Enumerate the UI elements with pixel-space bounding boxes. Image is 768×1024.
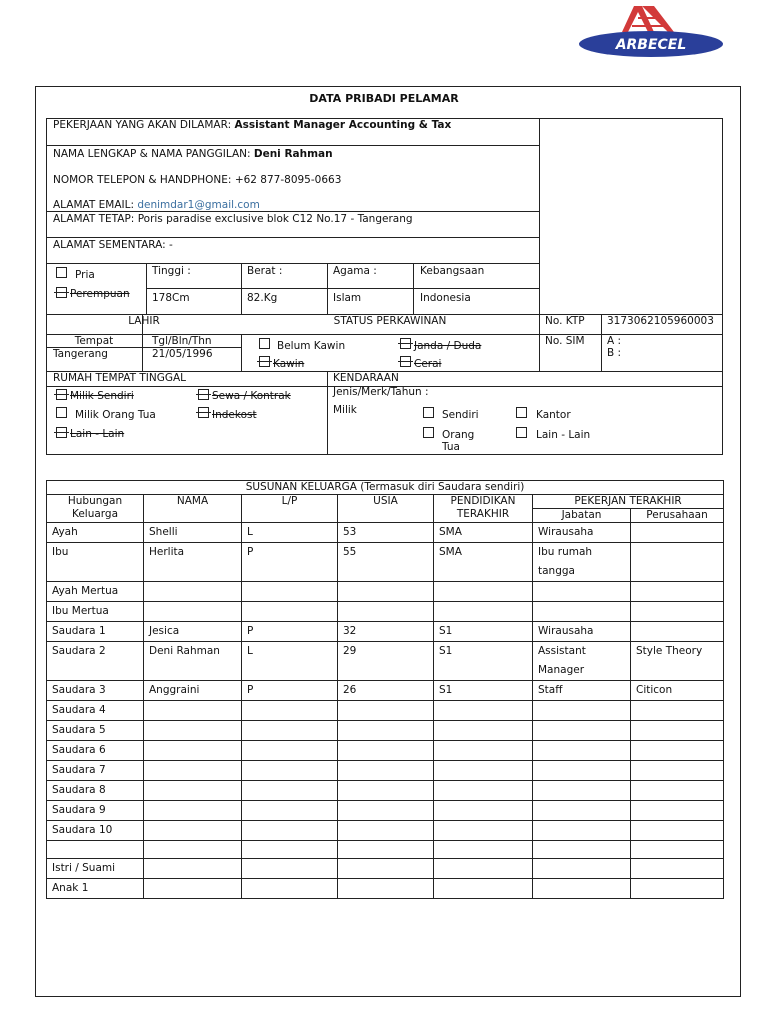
cell-age xyxy=(338,602,434,622)
cell-position xyxy=(533,741,631,761)
cell-age xyxy=(338,741,434,761)
cell-name: Jesica xyxy=(144,622,242,642)
header-sex: L/P xyxy=(242,495,338,523)
table-row xyxy=(47,859,724,879)
cell-relation: Istri / Suami xyxy=(47,859,144,879)
cell-name xyxy=(144,721,242,741)
nationality-value: Indonesia xyxy=(420,292,471,304)
table-row xyxy=(47,721,724,741)
email-link[interactable]: denimdar1@gmail.com xyxy=(137,199,260,211)
marital-divorced-checkbox[interactable] xyxy=(400,356,411,367)
vehicle-parents-label1: Orang xyxy=(442,429,475,441)
marital-single-label: Belum Kawin xyxy=(277,340,346,352)
cell-age xyxy=(338,801,434,821)
ktp-label: No. KTP xyxy=(545,315,585,327)
cell-sex: P xyxy=(242,543,338,582)
cell-age xyxy=(338,821,434,841)
cell-sex xyxy=(242,721,338,741)
cell-sex xyxy=(242,821,338,841)
vehicle-parents-checkbox[interactable] xyxy=(423,427,434,438)
house-parents-label: Milik Orang Tua xyxy=(75,409,156,421)
cell-age xyxy=(338,761,434,781)
header-age: USIA xyxy=(338,495,434,523)
header-company: Perusahaan xyxy=(631,509,724,523)
cell-company xyxy=(631,523,724,543)
marital-single-checkbox[interactable] xyxy=(259,338,270,349)
cell-position: Ibu rumah tangga xyxy=(533,543,631,582)
logo-text: ARBECEL xyxy=(615,37,687,53)
table-row xyxy=(47,821,724,841)
cell-relation: Saudara 9 xyxy=(47,801,144,821)
cell-relation: Anak 1 xyxy=(47,879,144,899)
gender-male-label: Pria xyxy=(75,269,95,281)
cell-education: S1 xyxy=(434,642,533,681)
marital-widowed-checkbox[interactable] xyxy=(400,338,411,349)
phone-row: NOMOR TELEPON & HANDPHONE: +62 877-8095-0663 xyxy=(53,174,342,186)
birth-date-label: Tgl/Bln/Thn xyxy=(152,335,212,347)
cell-age: 32 xyxy=(338,622,434,642)
cell-name xyxy=(144,859,242,879)
table-row xyxy=(47,602,724,622)
table-row xyxy=(47,543,724,582)
house-parents-checkbox[interactable] xyxy=(56,407,67,418)
cell-position: Staff xyxy=(533,681,631,701)
cell-sex: P xyxy=(242,622,338,642)
cell-name: Deni Rahman xyxy=(144,642,242,681)
cell-name xyxy=(144,582,242,602)
cell-sex xyxy=(242,741,338,761)
birth-date-value: 21/05/1996 xyxy=(152,348,213,360)
cell-relation: Ayah xyxy=(47,523,144,543)
cell-age xyxy=(338,781,434,801)
cell-position: Assistant Manager xyxy=(533,642,631,681)
marital-married-label: Kawin xyxy=(273,358,305,370)
cell-age xyxy=(338,582,434,602)
header-relation: Hubungan Keluarga xyxy=(47,495,144,523)
cell-age: 26 xyxy=(338,681,434,701)
cell-name xyxy=(144,781,242,801)
cell-company xyxy=(631,801,724,821)
cell-education xyxy=(434,879,533,899)
cell-sex xyxy=(242,761,338,781)
table-row xyxy=(47,761,724,781)
cell-relation: Ibu xyxy=(47,543,144,582)
vehicle-own-checkbox[interactable] xyxy=(423,407,434,418)
ktp-value: 3173062105960003 xyxy=(607,315,714,327)
job-row: PEKERJAAN YANG AKAN DILAMAR: Assistant Manager Accounting & Tax xyxy=(53,119,452,131)
house-own-checkbox[interactable] xyxy=(56,389,67,400)
birth-place-value: Tangerang xyxy=(53,348,108,360)
cell-sex xyxy=(242,879,338,899)
cell-position xyxy=(533,602,631,622)
cell-name xyxy=(144,879,242,899)
personal-data-box xyxy=(46,118,723,455)
cell-company xyxy=(631,821,724,841)
gender-female-label: Perempuan xyxy=(70,288,130,300)
cell-relation: Saudara 8 xyxy=(47,781,144,801)
marital-header: STATUS PERKAWINAN xyxy=(333,315,447,327)
house-header: RUMAH TEMPAT TINGGAL xyxy=(53,372,187,384)
cell-sex xyxy=(242,701,338,721)
cell-company xyxy=(631,602,724,622)
cell-education: SMA xyxy=(434,543,533,582)
cell-position xyxy=(533,841,631,859)
table-row xyxy=(47,681,724,701)
cell-relation: Saudara 4 xyxy=(47,701,144,721)
cell-education xyxy=(434,821,533,841)
cell-relation: Saudara 10 xyxy=(47,821,144,841)
cell-relation: Saudara 7 xyxy=(47,761,144,781)
house-rent-label: Sewa / Kontrak xyxy=(212,390,291,402)
cell-position xyxy=(533,859,631,879)
house-other-checkbox[interactable] xyxy=(56,427,67,438)
table-row xyxy=(47,701,724,721)
cell-age: 55 xyxy=(338,543,434,582)
cell-education xyxy=(434,701,533,721)
cell-company xyxy=(631,582,724,602)
vehicle-office-label: Kantor xyxy=(536,409,571,421)
cell-company xyxy=(631,841,724,859)
cell-age xyxy=(338,841,434,859)
vehicle-other-label: Lain - Lain xyxy=(536,429,591,441)
cell-name xyxy=(144,741,242,761)
cell-company xyxy=(631,879,724,899)
house-kost-checkbox[interactable] xyxy=(198,407,209,418)
house-kost-label: Indekost xyxy=(212,409,257,421)
table-row xyxy=(47,879,724,899)
gender-male-checkbox[interactable] xyxy=(56,267,67,278)
height-label: Tinggi : xyxy=(152,265,191,277)
sim-label: No. SIM xyxy=(545,335,585,347)
cell-position xyxy=(533,582,631,602)
table-row xyxy=(47,642,724,681)
cell-age xyxy=(338,859,434,879)
cell-sex xyxy=(242,801,338,821)
address-temp-row: ALAMAT SEMENTARA: - xyxy=(53,239,173,251)
cell-sex: P xyxy=(242,681,338,701)
cell-company xyxy=(631,622,724,642)
cell-age: 53 xyxy=(338,523,434,543)
birth-place-label: Tempat xyxy=(74,335,114,347)
cell-sex xyxy=(242,859,338,879)
vehicle-brand-label: Jenis/Merk/Tahun : xyxy=(333,386,429,398)
header-job: PEKERJAN TERAKHIR xyxy=(533,495,724,509)
cell-company xyxy=(631,543,724,582)
cell-education xyxy=(434,582,533,602)
cell-name xyxy=(144,602,242,622)
marital-divorced-label: Cerai xyxy=(414,358,442,370)
vehicle-parents-label2: Tua xyxy=(442,441,460,453)
table-row xyxy=(47,741,724,761)
address-fixed-row: ALAMAT TETAP: Poris paradise exclusive blok C12 No.17 - Tangerang xyxy=(53,213,413,225)
name-row: NAMA LENGKAP & NAMA PANGGILAN: Deni Rahman xyxy=(53,148,333,160)
cell-relation: Ibu Mertua xyxy=(47,602,144,622)
table-row xyxy=(47,841,724,859)
cell-company: Style Theory xyxy=(631,642,724,681)
house-other-label: Lain - Lain xyxy=(70,428,125,440)
table-row xyxy=(47,801,724,821)
table-row xyxy=(47,523,724,543)
weight-value: 82.Kg xyxy=(247,292,278,304)
cell-relation: Ayah Mertua xyxy=(47,582,144,602)
cell-sex xyxy=(242,841,338,859)
cell-education xyxy=(434,841,533,859)
cell-position: Wirausaha xyxy=(533,523,631,543)
family-table xyxy=(46,480,724,899)
cell-position xyxy=(533,821,631,841)
family-table-title: SUSUNAN KELUARGA (Termasuk diri Saudara sendiri) xyxy=(47,481,724,495)
cell-position xyxy=(533,879,631,899)
cell-company xyxy=(631,761,724,781)
cell-education: S1 xyxy=(434,622,533,642)
cell-education xyxy=(434,721,533,741)
cell-education xyxy=(434,781,533,801)
cell-age: 29 xyxy=(338,642,434,681)
cell-education xyxy=(434,761,533,781)
cell-company: Citicon xyxy=(631,681,724,701)
header-position: Jabatan xyxy=(533,509,631,523)
cell-relation: Saudara 6 xyxy=(47,741,144,761)
arbecel-logo xyxy=(578,4,724,58)
cell-name xyxy=(144,701,242,721)
cell-company xyxy=(631,741,724,761)
table-row xyxy=(47,781,724,801)
form-title: DATA PRIBADI PELAMAR xyxy=(309,92,459,105)
cell-name xyxy=(144,761,242,781)
cell-relation: Saudara 2 xyxy=(47,642,144,681)
cell-education xyxy=(434,602,533,622)
vehicle-own-label: Sendiri xyxy=(442,409,479,421)
cell-sex xyxy=(242,781,338,801)
marital-widowed-label: Janda / Duda xyxy=(414,340,482,352)
cell-name: Anggraini xyxy=(144,681,242,701)
header-name: NAMA xyxy=(144,495,242,523)
cell-position: Wirausaha xyxy=(533,622,631,642)
table-row xyxy=(47,582,724,602)
cell-name xyxy=(144,841,242,859)
marital-married-checkbox[interactable] xyxy=(259,356,270,367)
cell-age xyxy=(338,721,434,741)
cell-age xyxy=(338,879,434,899)
cell-name xyxy=(144,821,242,841)
cell-education: S1 xyxy=(434,681,533,701)
cell-company xyxy=(631,701,724,721)
vehicle-office-checkbox[interactable] xyxy=(516,407,527,418)
table-row xyxy=(47,622,724,642)
cell-education xyxy=(434,801,533,821)
religion-label: Agama : xyxy=(333,265,377,277)
cell-company xyxy=(631,721,724,741)
cell-education xyxy=(434,741,533,761)
cell-position xyxy=(533,761,631,781)
religion-value: Islam xyxy=(333,292,362,304)
cell-education xyxy=(434,859,533,879)
cell-position xyxy=(533,721,631,741)
cell-age xyxy=(338,701,434,721)
cell-relation: Saudara 1 xyxy=(47,622,144,642)
cell-name xyxy=(144,801,242,821)
vehicle-other-checkbox[interactable] xyxy=(516,427,527,438)
cell-education: SMA xyxy=(434,523,533,543)
cell-sex xyxy=(242,582,338,602)
vehicle-owner-label: Milik xyxy=(333,404,357,416)
cell-position xyxy=(533,701,631,721)
cell-name: Herlita xyxy=(144,543,242,582)
email-row: ALAMAT EMAIL: denimdar1@gmail.com xyxy=(53,199,260,211)
cell-position xyxy=(533,801,631,821)
cell-company xyxy=(631,781,724,801)
birth-header: LAHIR xyxy=(128,315,160,327)
cell-sex: L xyxy=(242,642,338,681)
cell-company xyxy=(631,859,724,879)
nationality-label: Kebangsaan xyxy=(420,265,485,277)
height-value: 178Cm xyxy=(152,292,190,304)
cell-position xyxy=(533,781,631,801)
cell-sex xyxy=(242,602,338,622)
cell-sex: L xyxy=(242,523,338,543)
weight-label: Berat : xyxy=(247,265,283,277)
house-own-label: Milik Sendiri xyxy=(70,390,134,402)
cell-relation: Saudara 3 xyxy=(47,681,144,701)
cell-name: Shelli xyxy=(144,523,242,543)
sim-b: B : xyxy=(607,347,622,359)
cell-relation xyxy=(47,841,144,859)
gender-female-checkbox[interactable] xyxy=(56,287,67,298)
sim-a: A : xyxy=(607,335,622,347)
header-education: PENDIDIKAN TERAKHIR xyxy=(434,495,533,523)
cell-relation: Saudara 5 xyxy=(47,721,144,741)
house-rent-checkbox[interactable] xyxy=(198,389,209,400)
vehicle-header: KENDARAAN xyxy=(333,372,399,384)
